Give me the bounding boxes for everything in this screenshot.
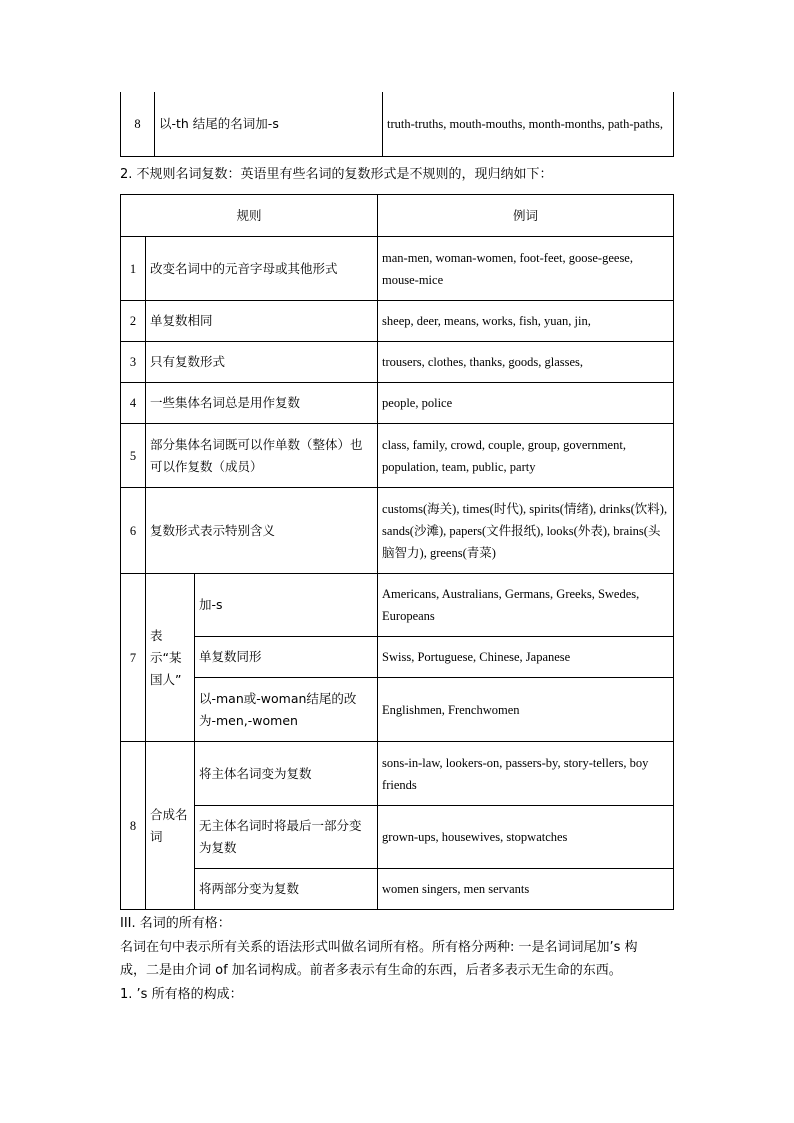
table-row bbox=[121, 237, 674, 301]
group-label: 表示“某国人” bbox=[146, 574, 195, 742]
section-3-paragraph-line-2: 成，二是由介词 of 加名词构成。前者多表示有生命的东西，后者多表示无生命的东西。 bbox=[120, 963, 622, 978]
rule-cell: 只有复数形式 bbox=[146, 342, 378, 383]
table-row bbox=[121, 806, 674, 869]
table-row bbox=[121, 424, 674, 488]
examples-cell: trousers, clothes, thanks, goods, glasses, bbox=[378, 342, 674, 383]
row-number: 4 bbox=[121, 383, 146, 424]
rule-cell: 一些集体名词总是用作复数 bbox=[146, 383, 378, 424]
section-3-title: III. 名词的所有格： bbox=[120, 916, 231, 931]
row-number: 5 bbox=[121, 424, 146, 488]
examples-cell: sons-in-law, lookers-on, passers-by, story-tellers, boy friends bbox=[378, 742, 674, 806]
row-number: 7 bbox=[121, 574, 146, 742]
section-3-paragraph-line-1: 名词在句中表示所有关系的语法形式叫做名词所有格。所有格分两种: 一是名词词尾加’s 构 bbox=[120, 940, 638, 955]
examples-cell: class, family, crowd, couple, group, government, population, team, public, party bbox=[378, 424, 674, 488]
table-row bbox=[121, 92, 674, 156]
rule-cell: 部分集体名词既可以作单数（整体）也可以作复数（成员） bbox=[146, 424, 378, 488]
rule-cell: 以-man或-woman结尾的改为-men,-women bbox=[195, 678, 378, 742]
table-row bbox=[121, 301, 674, 342]
rule-cell: 改变名词中的元音字母或其他形式 bbox=[146, 237, 378, 301]
row-number: 1 bbox=[121, 237, 146, 301]
table-header-row bbox=[121, 195, 674, 237]
table-row bbox=[121, 742, 674, 806]
table-row bbox=[121, 574, 674, 637]
rule-cell: 将两部分变为复数 bbox=[195, 869, 378, 910]
table-row bbox=[121, 678, 674, 742]
table-row bbox=[121, 869, 674, 910]
examples-cell: women singers, men servants bbox=[378, 869, 674, 910]
examples-cell: sheep, deer, means, works, fish, yuan, jin, bbox=[378, 301, 674, 342]
examples-cell: people, police bbox=[378, 383, 674, 424]
examples-cell: man-men, woman-women, foot-feet, goose-geese, mouse-mice bbox=[378, 237, 674, 301]
irregular-plural-table bbox=[120, 194, 674, 910]
rule-cell: 将主体名词变为复数 bbox=[195, 742, 378, 806]
table-row bbox=[121, 488, 674, 574]
section-2-title: 2. 不规则名词复数：英语里有些名词的复数形式是不规则的，现归纳如下： bbox=[120, 167, 553, 182]
regular-plural-table-fragment bbox=[120, 92, 674, 157]
examples-cell: truth-truths, mouth-mouths, month-months, path-paths, bbox=[383, 92, 674, 156]
group-label: 合成名词 bbox=[146, 742, 195, 910]
row-number: 8 bbox=[121, 742, 146, 910]
header-examples: 例词 bbox=[378, 195, 674, 237]
examples-cell: Swiss, Portuguese, Chinese, Japanese bbox=[378, 637, 674, 678]
rule-cell: 单复数相同 bbox=[146, 301, 378, 342]
rule-cell: 单复数同形 bbox=[195, 637, 378, 678]
table-row bbox=[121, 342, 674, 383]
row-number: 6 bbox=[121, 488, 146, 574]
examples-cell: customs(海关), times(时代), spirits(情绪), drinks(饮料), sands(沙滩), papers(文件报纸), looks(外表), brains(头脑智力), greens(青菜) bbox=[378, 488, 674, 574]
row-number: 8 bbox=[121, 92, 155, 156]
examples-cell: grown-ups, housewives, stopwatches bbox=[378, 806, 674, 869]
examples-cell: Americans, Australians, Germans, Greeks, Swedes, Europeans bbox=[378, 574, 674, 637]
examples-cell: Englishmen, Frenchwomen bbox=[378, 678, 674, 742]
rule-cell: 复数形式表示特别含义 bbox=[146, 488, 378, 574]
table-row bbox=[121, 383, 674, 424]
rule-cell: 加-s bbox=[195, 574, 378, 637]
section-3-subheading: 1. ’s 所有格的构成： bbox=[120, 987, 243, 1002]
rule-cell: 以-th 结尾的名词加-s bbox=[155, 92, 383, 156]
row-number: 3 bbox=[121, 342, 146, 383]
header-rule: 规则 bbox=[121, 195, 378, 237]
row-number: 2 bbox=[121, 301, 146, 342]
table-row bbox=[121, 637, 674, 678]
rule-cell: 无主体名词时将最后一部分变为复数 bbox=[195, 806, 378, 869]
